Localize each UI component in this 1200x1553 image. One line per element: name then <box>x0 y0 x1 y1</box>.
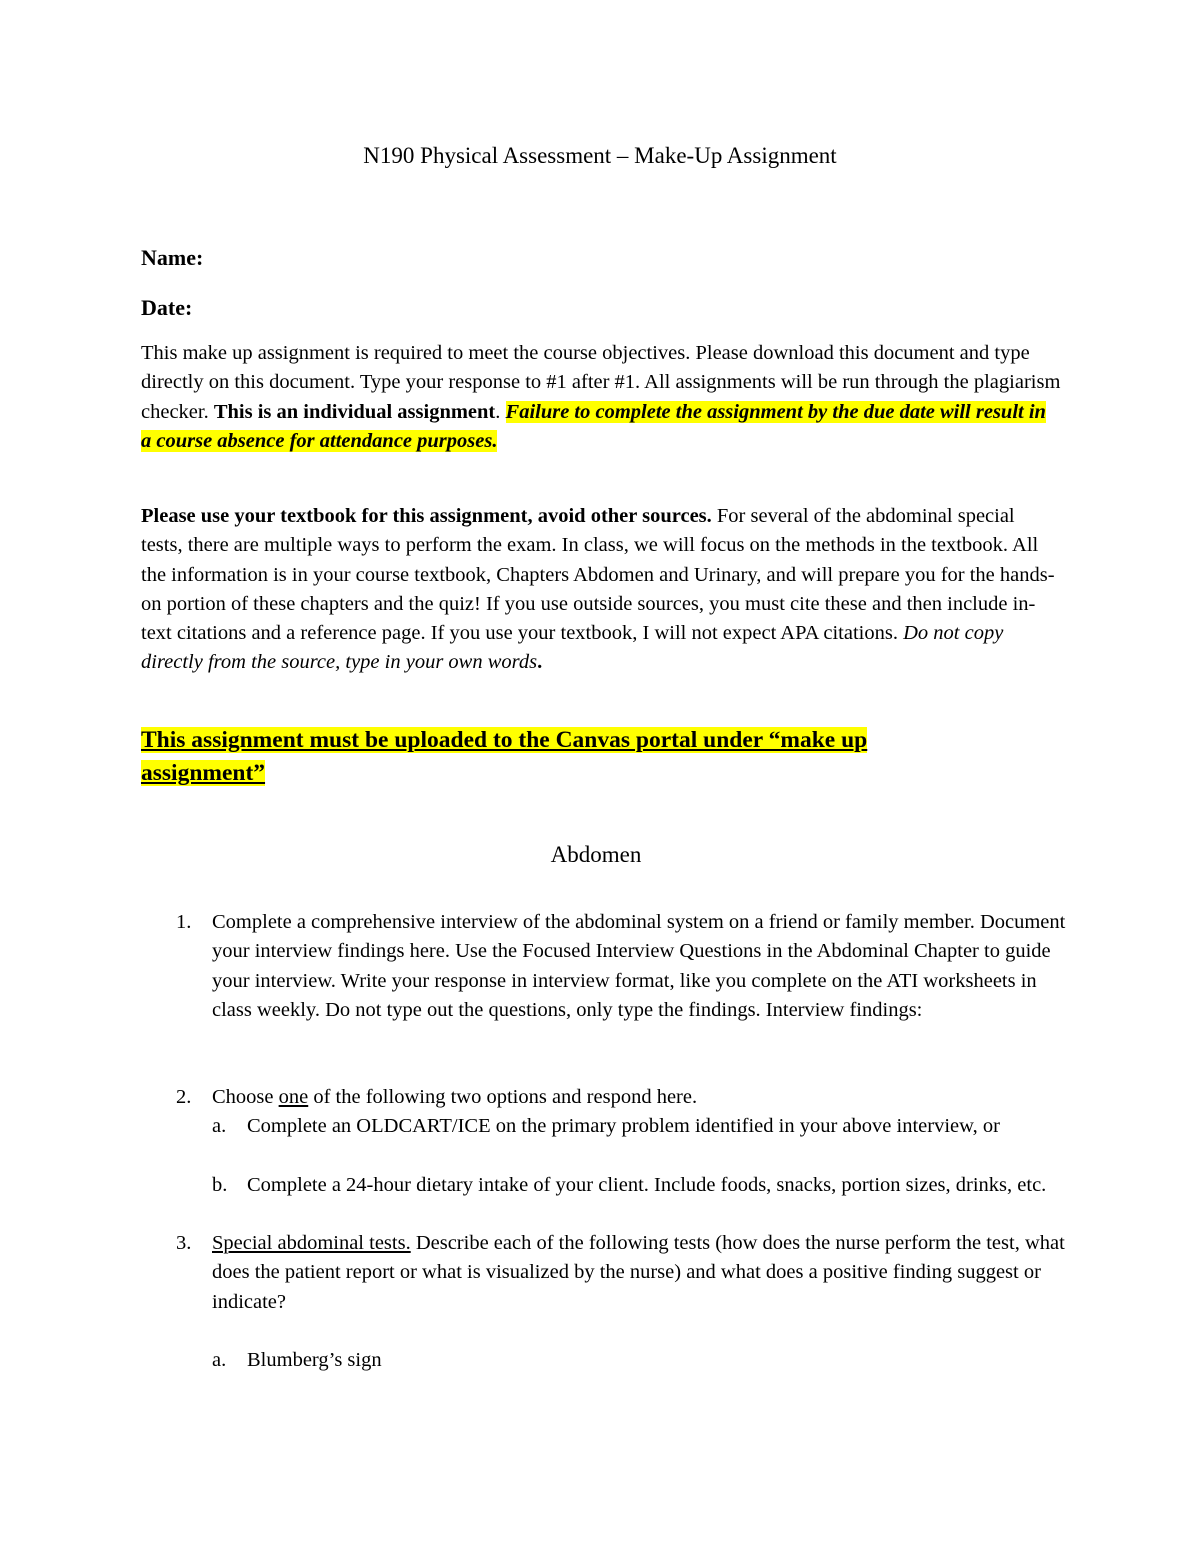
intro-paragraph <box>141 339 1061 456</box>
intro-text: This make up assignment is required to meet the course objectives. Please download this document and type directly on this document. Type your response to #1 after #1. All assignments will be run through the plagiarism checker. <box>141 342 1061 423</box>
date-label: Date: <box>141 295 193 320</box>
textbook-end: . <box>537 651 543 674</box>
sub-item-letter: b. <box>212 1174 228 1196</box>
section-heading: Abdomen <box>550 842 642 867</box>
sub-item-text: Blumberg’s sign <box>247 1349 382 1371</box>
textbook-paragraph <box>141 502 1061 678</box>
sub-item-text: Complete a 24-hour dietary intake of your client. Include foods, snacks, portion sizes, drinks, etc. <box>247 1174 1047 1196</box>
item-text-underline: Special abdominal tests. <box>212 1232 411 1254</box>
item-text-pre: Choose <box>212 1086 279 1108</box>
item-text <box>212 1083 1067 1112</box>
item-number: 1. <box>176 911 192 933</box>
textbook-bold: Please use your textbook for this assignment, avoid other sources. <box>141 505 712 527</box>
intro-bold: This is an individual assignment <box>213 400 496 423</box>
item-text <box>212 1229 1067 1317</box>
sub-item-text: Complete an OLDCART/ICE on the primary problem identified in your above interview, or <box>247 1115 1000 1137</box>
item-text: Complete a comprehensive interview of the abdominal system on a friend or family member. Document your interview findings here. Use the Focused Interview Questions in the Abdominal Chapter to guide your interview. Write your response in interview format, like you complete on the ATI worksheets in class weekly. Do not type out the questions, only type the findings. Interview findings: <box>212 911 1066 1021</box>
textbook-italic: Do not copy directly from the source, type in your own words <box>141 622 1004 674</box>
item-text-underline: one <box>278 1086 309 1108</box>
upload-notice <box>141 724 961 790</box>
upload-notice-text: This assignment must be uploaded to the Canvas portal under “make up assignment” <box>141 727 868 786</box>
item-text-post: Describe each of the following tests (how does the nurse perform the test, what does the patient report or what is visualized by the nurse) and what does a positive finding suggest or indicate? <box>212 1232 1065 1313</box>
item-text-post: of the following two options and respond here. <box>308 1086 698 1108</box>
sub-item-letter: a. <box>212 1349 227 1371</box>
sub-item-letter: a. <box>212 1115 227 1137</box>
textbook-text: For several of the abdominal special tests, there are multiple ways to perform the exam. In class, we will focus on the methods in the textbook. All the information is in your course textbook, Chapters Abdomen and Urinary, and will prepare you for the hands-on portion of these chapters and the quiz! If you use outside sources, you must cite these and then include in-text citations and a reference page. If you use your textbook, I will not expect APA citations. <box>141 505 1055 645</box>
intro-after-bold: . <box>495 400 506 423</box>
item-number: 3. <box>176 1232 192 1254</box>
item-number: 2. <box>176 1086 192 1108</box>
intro-highlight: Failure to complete the assignment by the due date will result in a course absence for attendance purposes. <box>141 400 1046 452</box>
page-title: N190 Physical Assessment – Make-Up Assignment <box>363 143 837 168</box>
name-label: Name: <box>141 245 204 270</box>
